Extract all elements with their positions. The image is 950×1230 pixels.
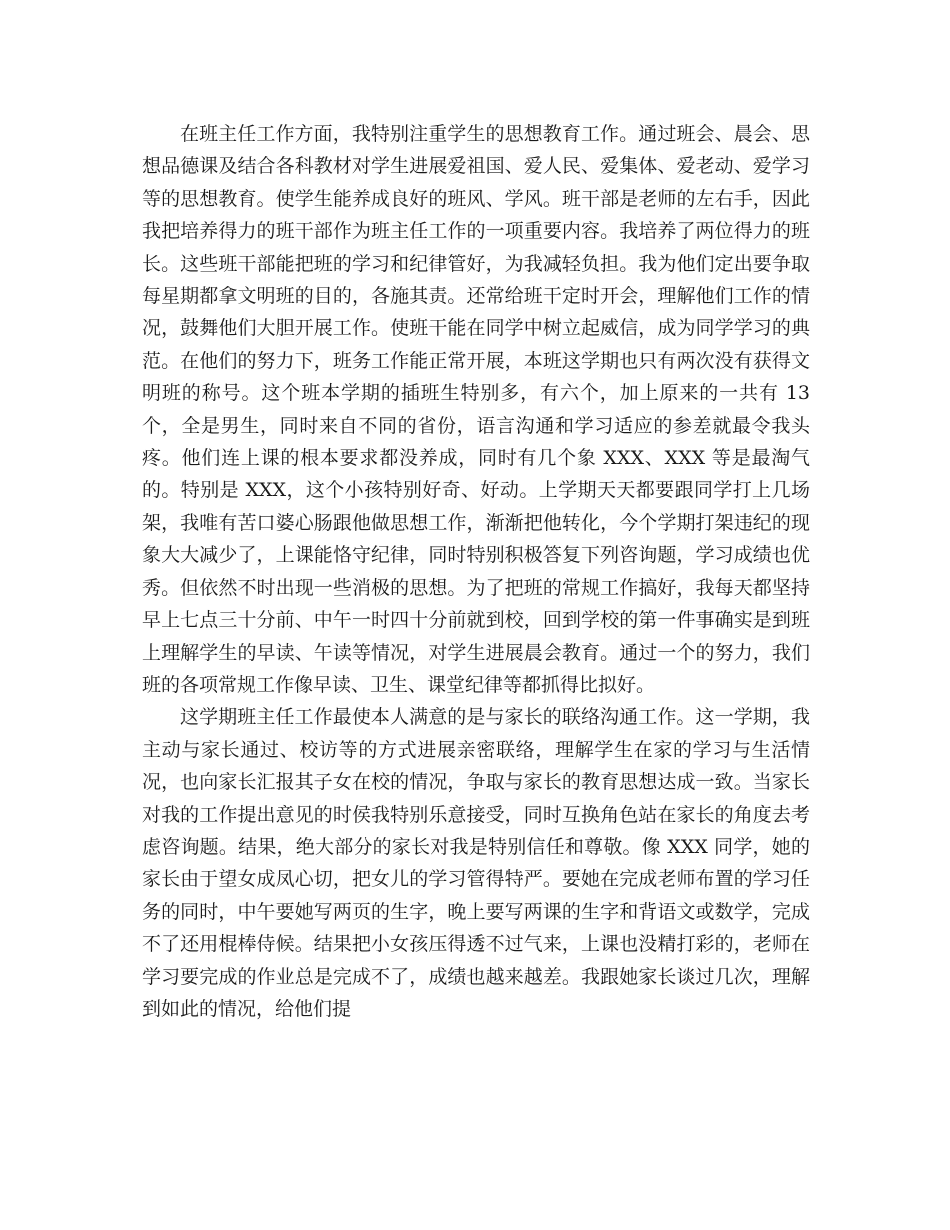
document-body — [142, 118, 810, 1025]
paragraph-parent-communication: 这学期班主任工作最使本人满意的是与家长的联络沟通工作。这一学期，我主动与家长通过、校访等的方式进展亲密联络，理解学生在家的学习与生活情况，也向家长汇报其子女在校的情况，争取与家长的教育思想达成一致。当家长对我的工作提出意见的时侯我特别乐意接受，同时互换角色站在家长的角度去考虑咨询题。结果，绝大部分的家长对我是特别信任和尊敬。像 XXX 同学，她的家长由于望女成凤心切，把女儿的学习管得特严。要她在完成老师布置的学习任务的同时，中午要她写两页的生字，晚上要写两课的生字和背语文或数学，完成不了还用棍棒侍候。结果把小女孩压得透不过气来，上课也没精打彩的，老师在学习要完成的作业总是完成不了，成绩也越来越差。我跟她家长谈过几次，理解到如此的情况，给他们提 — [142, 706, 810, 1020]
paragraph-class-management: 在班主任工作方面，我特别注重学生的思想教育工作。通过班会、晨会、思想品德课及结合各科教材对学生进展爱祖国、爱人民、爱集体、爱老动、爱学习等的思想教育。使学生能养成良好的班风、学风。班干部是老师的左右手，因此我把培养得力的班干部作为班主任工作的一项重要内容。我培养了两位得力的班长。这些班干部能把班的学习和纪律管好，为我减轻负担。我为他们定出要争取每星期都拿文明班的目的，各施其责。还常给班干定时开会，理解他们工作的情况，鼓舞他们大胆开展工作。使班干能在同学中树立起威信，成为同学学习的典范。在他们的努力下，班务工作能正常开展，本班这学期也只有两次没有获得文明班的称号。这个班本学期的插班生特别多，有六个，加上原来的一共有 13 个，全是男生，同时来自不同的省份，语言沟通和学习适应的参差就最令我头疼。他们连上课的根本要求都没养成，同时有几个象 XXX、XXX 等是最淘气的。特别是 XXX，这个小孩特别好奇、好动。上学期天天都要跟同学打上几场架，我唯有苦口婆心肠跟他做思想工作，渐渐把他转化，今个学期打架违纪的现象大大减少了，上课能恪守纪律，同时特别积极答复下列咨询题，学习成绩也优秀。但依然不时出现一些消极的思想。为了把班的常规工作搞好，我每天都坚持早上七点三十分前、中午一时四十分前就到校，回到学校的第一件事确实是到班上理解学生的早读、午读等情况，对学生进展晨会教育。通过一个的努力，我们班的各项常规工作像早读、卫生、课堂纪律等都抓得比拟好。 — [142, 123, 810, 696]
